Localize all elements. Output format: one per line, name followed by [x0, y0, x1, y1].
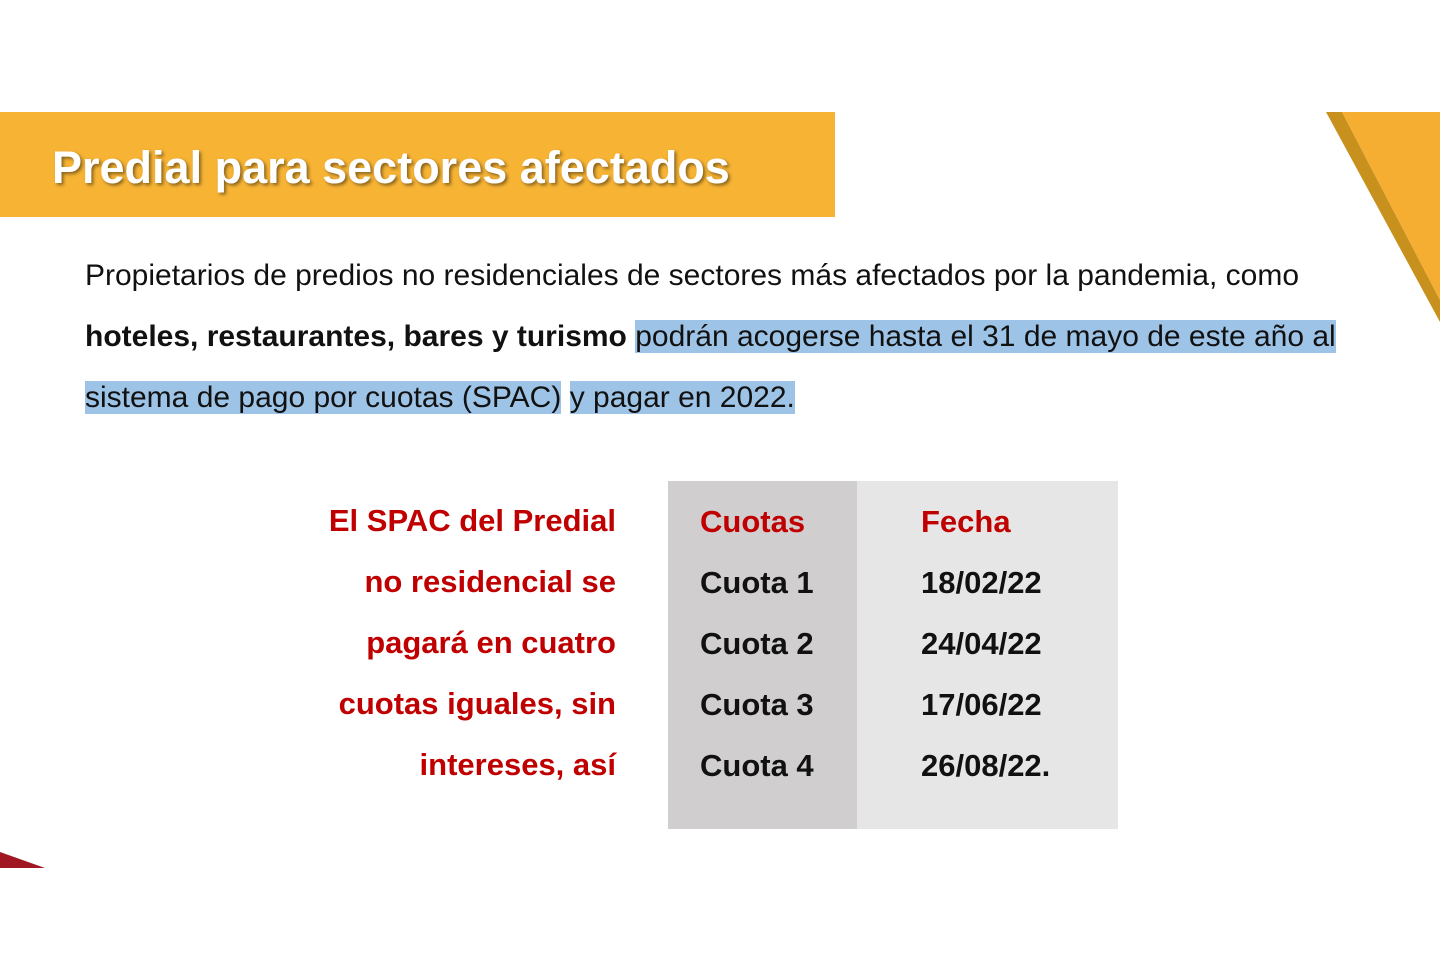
- cuotas-table: [668, 481, 1118, 829]
- table-cell: Cuota 2: [700, 626, 814, 661]
- table-cell: 24/04/22: [921, 626, 1042, 661]
- column-fecha: [857, 481, 1118, 829]
- intro-paragraph: [85, 245, 1385, 428]
- page-title: Predial para sectores afectados: [52, 142, 730, 193]
- header-fecha: Fecha: [921, 504, 1011, 539]
- para-space: [627, 320, 635, 353]
- side-line: cuotas iguales, sin: [338, 686, 616, 721]
- side-line: intereses, así: [419, 747, 616, 782]
- side-line: El SPAC del Predial: [328, 503, 616, 538]
- table-cell: 17/06/22: [921, 687, 1042, 722]
- para-text: Propietarios de predios no residenciales de sectores más afectados por la pandemia, como: [85, 259, 1300, 292]
- side-line: pagará en cuatro: [366, 625, 616, 660]
- header-cuotas: Cuotas: [700, 504, 806, 539]
- table-cell: Cuota 3: [700, 687, 814, 722]
- side-line: no residencial se: [364, 564, 616, 599]
- table-cell: 18/02/22: [921, 565, 1042, 600]
- table-cell: 26/08/22.: [921, 748, 1051, 783]
- para-highlight: y pagar en 2022.: [569, 381, 795, 414]
- table-cell: Cuota 4: [700, 748, 814, 783]
- column-cuotas: [668, 481, 857, 829]
- para-highlight: podrán acogerse hasta el 31 de mayo de este año al sistema de pago por cuotas (SPAC): [85, 320, 1336, 414]
- para-bold: hoteles, restaurantes, bares y turismo: [85, 320, 627, 353]
- spac-description: [329, 490, 616, 795]
- bottom-left-triangle: [0, 852, 45, 868]
- table-cell: Cuota 1: [700, 565, 814, 600]
